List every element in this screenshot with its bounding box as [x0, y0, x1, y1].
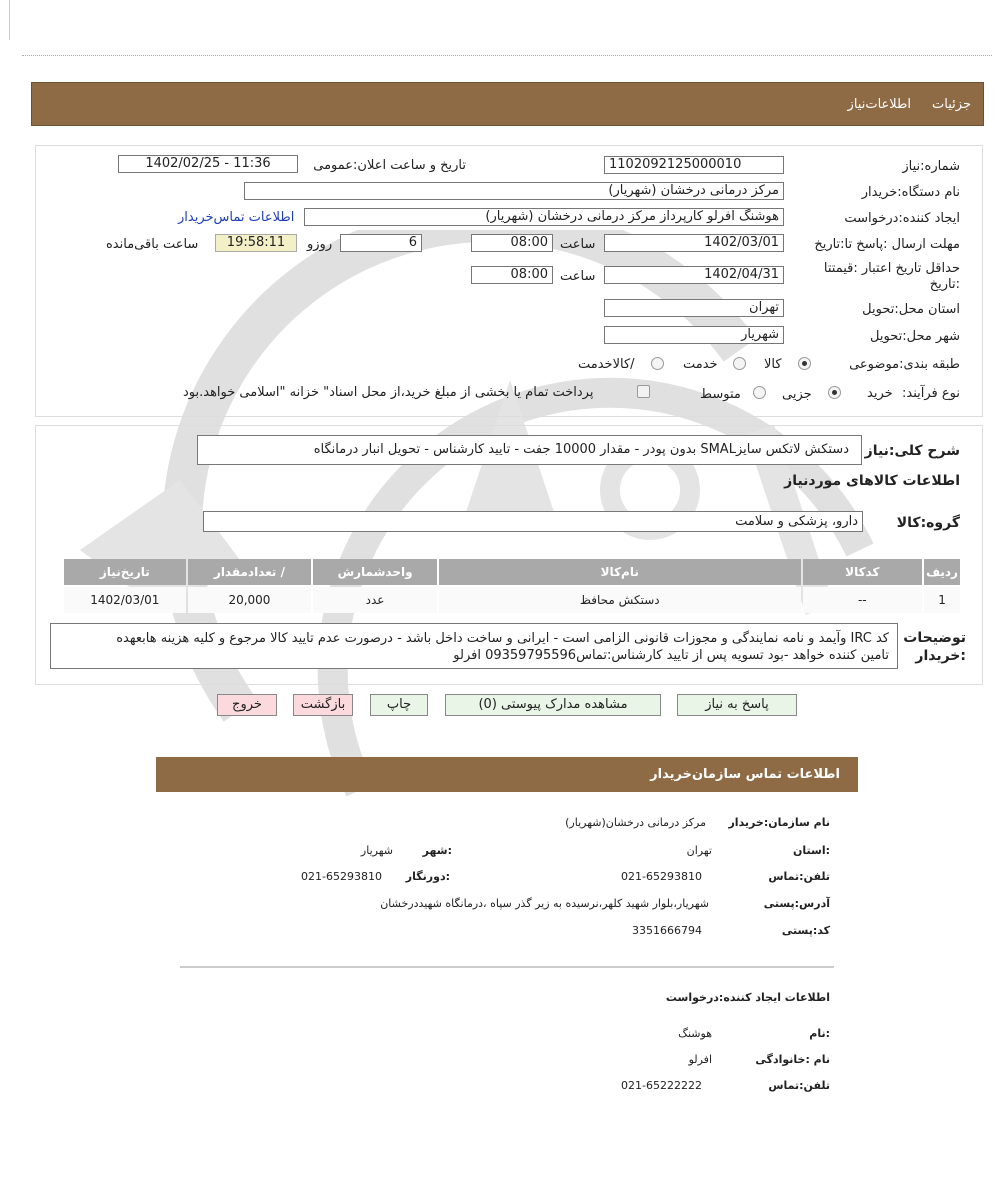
category-label: طبقه بندی:موضوعی [849, 357, 960, 372]
province-label-contact: :استان [793, 844, 830, 857]
validity-time-field: 08:00 [471, 266, 553, 284]
creator-name-label: :نام [809, 1027, 830, 1040]
province-label: استان محل:تحویل [862, 302, 960, 317]
org-name-label: نام سازمان:خریدار [728, 816, 830, 829]
process-buy-label: خرید [867, 386, 893, 401]
col-qty-header: / تعدادمقدار [188, 559, 312, 585]
fax-value: 021-65293810 [301, 870, 382, 883]
reply-button[interactable]: پاسخ به نیاز [677, 694, 797, 716]
postal-code-label: کد:پستی [781, 924, 830, 937]
cell-name: دستکش محافظ [439, 587, 801, 613]
contact-divider [180, 966, 834, 968]
col-date-header: تاریخ‌نیاز [64, 559, 186, 585]
category-service-label: خدمت [683, 357, 718, 372]
validity-time-label: ساعت [560, 269, 596, 284]
validity-date-field: 1402/04/31 [604, 266, 784, 284]
process-small-radio[interactable] [828, 386, 841, 399]
left-border [9, 0, 10, 40]
phone-value: 021-65293810 [621, 870, 702, 883]
creator-info-title: اطلاعات ایجاد کننده:درخواست [665, 991, 830, 1004]
general-desc-label: شرح کلی:نیاز [864, 443, 960, 459]
validity-label-1: حداقل تاریخ اعتبار :قیمتتا [823, 261, 960, 276]
creator-field: هوشنگ افرلو کارپرداز مرکز درمانی درخشان (شهریار) [304, 208, 784, 226]
goods-info-title: اطلاعات کالاهای موردنیاز [784, 473, 960, 489]
city-field: شهریار [604, 326, 784, 344]
buyer-org-field: مرکز درمانی درخشان (شهریار) [244, 182, 784, 200]
treasury-payment-checkbox[interactable] [637, 385, 650, 398]
exit-button[interactable]: خروج [217, 694, 277, 716]
col-row-header: ردیف [924, 559, 960, 585]
category-service-radio[interactable] [733, 357, 746, 370]
need-number-label: شماره:نیاز [902, 159, 960, 174]
announce-label: تاریخ و ساعت اعلان:عمومی [313, 158, 466, 173]
process-medium-radio[interactable] [753, 386, 766, 399]
tab-need-info[interactable]: اطلاعات‌نیاز [847, 97, 911, 112]
org-name-value: مرکز درمانی درخشان(شهریار) [565, 816, 706, 829]
postal-code-value: 3351666794 [632, 924, 702, 937]
announce-field: 1402/02/25 - 11:36 [118, 155, 298, 173]
category-goods-radio[interactable] [798, 357, 811, 370]
deadline-date-field: 1402/03/01 [604, 234, 784, 252]
buyer-notes-box [50, 623, 898, 669]
buyer-org-label: نام دستگاه:خریدار [861, 185, 960, 200]
process-medium-label: متوسط [700, 387, 741, 402]
goods-group-label: گروه:کالا [896, 515, 960, 531]
category-goods-label: کالا [764, 357, 782, 372]
print-button[interactable]: چاپ [370, 694, 428, 716]
tab-details[interactable]: جزئیات [932, 97, 971, 112]
remaining-timer: 19:58:11 [215, 234, 297, 252]
province-field: تهران [604, 299, 784, 317]
buyer-notes-line-2: تامین کننده خواهد -بود تسویه پس از تایید کارشناس:تماس09359795596 افرلو [453, 648, 889, 663]
creator-family-label: نام :خانوادگی [755, 1053, 830, 1066]
buyer-notes-label-2: :خریدار [915, 648, 966, 664]
buyer-contact-title: اطلاعات تماس سازمان‌خریدار [650, 767, 840, 782]
cell-code: -- [803, 587, 922, 613]
buyer-contact-header [156, 757, 858, 792]
need-number-field: 1102092125000010 [604, 156, 784, 174]
category-both-radio[interactable] [651, 357, 664, 370]
top-divider [22, 55, 992, 56]
days-field: 6 [340, 234, 422, 252]
days-label: روزو [307, 237, 333, 252]
col-unit-header: واحدشمارش [313, 559, 437, 585]
city-label-contact: :شهر [422, 844, 452, 857]
creator-phone-value: 021-65222222 [621, 1079, 702, 1092]
cell-unit: عدد [313, 587, 437, 613]
general-desc-field: دستکش لاتکس سایزSMAL بدون پودر - مقدار 10000 جفت - تایید کارشناس - تحویل انبار درمانگاه [197, 435, 862, 465]
buyer-notes-label-1: توضیحات [903, 630, 966, 646]
city-value-contact: شهریار [360, 844, 393, 857]
creator-family-value: افرلو [688, 1053, 712, 1066]
validity-label-2: :تاریخ [929, 277, 960, 292]
cell-row: 1 [924, 587, 960, 613]
address-value: شهریار،بلوار شهید کلهر،نرسیده به زیر گذر سپاه ،درمانگاه شهیددرخشان [380, 897, 709, 910]
buyer-contact-link[interactable]: اطلاعات تماس‌خریدار [178, 210, 295, 225]
deadline-time-field: 08:00 [471, 234, 553, 252]
province-value-contact: تهران [686, 844, 712, 857]
remaining-label: ساعت باقی‌مانده [106, 237, 199, 252]
address-label: آدرس:پستی [763, 897, 830, 910]
deadline-time-label: ساعت [560, 237, 596, 252]
cell-qty: 20,000 [188, 587, 312, 613]
creator-label: ایجاد کننده:درخواست [844, 211, 960, 226]
col-code-header: کدکالا [803, 559, 922, 585]
deadline-label: مهلت ارسال :پاسخ تا:تاریخ [814, 237, 960, 252]
process-small-label: جزیی [782, 387, 812, 402]
goods-group-field: دارو، پزشکی و سلامت [203, 511, 863, 532]
col-name-header: نام‌کالا [439, 559, 801, 585]
creator-phone-label: تلفن:تماس [768, 1079, 830, 1092]
view-docs-button[interactable]: مشاهده مدارک پیوستی (0) [445, 694, 661, 716]
phone-label: تلفن:تماس [768, 870, 830, 883]
category-both-label: /کالاخدمت [578, 357, 635, 372]
fax-label: :دورنگار [405, 870, 450, 883]
table-row [64, 587, 960, 613]
city-label: شهر محل:تحویل [870, 329, 960, 344]
goods-table-header [64, 559, 960, 585]
buyer-notes-line-1: کد IRC وآیمد و نامه نمایندگی و مجوزات قانونی الزامی است - ایرانی و ساخت داخل باشد - درصورت عدم تایید کالا مرجوع و کلیه هزینه هابعهده [116, 631, 889, 646]
treasury-payment-label: پرداخت تمام یا بخشی از مبلغ خرید،از محل اسناد" خزانه "اسلامی خواهد.بود [183, 385, 594, 400]
page-header [31, 82, 984, 126]
cell-date: 1402/03/01 [64, 587, 186, 613]
goods-table [62, 557, 962, 615]
creator-name-value: هوشنگ [678, 1027, 712, 1040]
process-label: نوع فرآیند: [902, 386, 960, 401]
back-button[interactable]: بازگشت [293, 694, 353, 716]
